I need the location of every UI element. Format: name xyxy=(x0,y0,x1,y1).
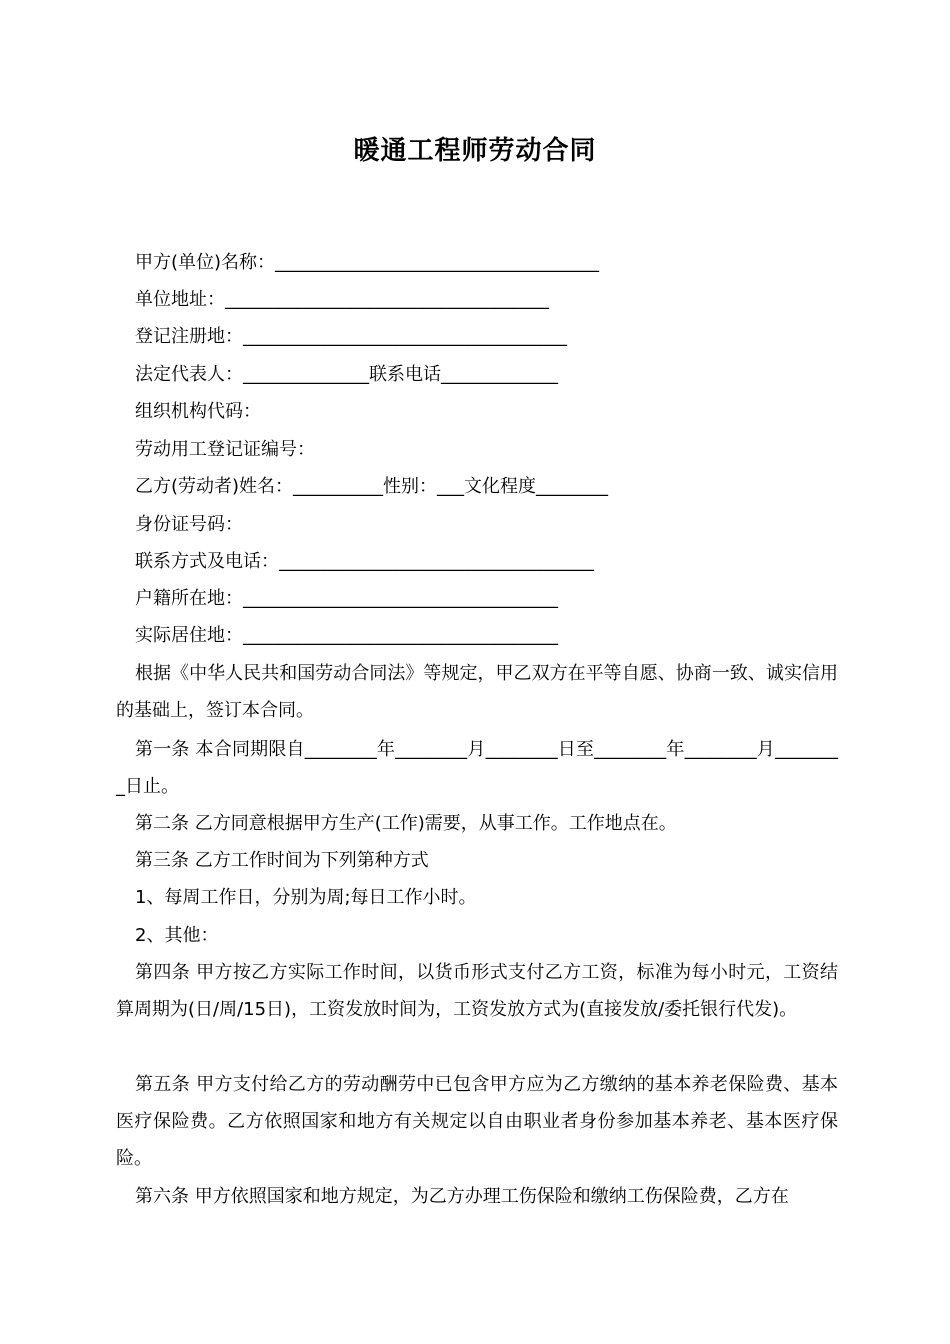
field-registration-place: 登记注册地：____________________________________ xyxy=(135,326,567,347)
field-employee-name: 乙方(劳动者)姓名：__________性别：___文化程度________ xyxy=(135,476,609,497)
paragraph-article-3: 第三条 乙方工作时间为下列第种方式 xyxy=(135,850,429,871)
paragraph-article-6: 第六条 甲方依照国家和地方规定，为乙方办理工伤保险和缴纳工伤保险费，乙方在 xyxy=(135,1186,789,1207)
paragraph-article-4: 第四条 甲方按乙方实际工作时间，以货币形式支付乙方工资，标准为每小时元，工资结算周期为(日/周/15日)，工资发放时间为，工资发放方式为(直接发放/委托银行代发)。 xyxy=(116,962,838,1020)
field-residence: 实际居住地：___________________________________ xyxy=(135,625,558,646)
field-id-number: 身份证号码： xyxy=(135,514,243,535)
paragraph-article-3-option-1: 1、每周工作日，分别为周;每日工作小时。 xyxy=(135,887,477,908)
paragraph-article-1: 第一条 本合同期限自________年________月________日至________年________月________日止。 xyxy=(116,739,838,797)
paragraph-preamble: 根据《中华人民共和国劳动合同法》等规定，甲乙双方在平等自愿、协商一致、诚实信用的基础上，签订本合同。 xyxy=(116,663,838,721)
field-organization-code: 组织机构代码： xyxy=(135,401,261,422)
paragraph-article-3-option-2: 2、其他： xyxy=(135,925,219,946)
field-employer-name: 甲方(单位)名称：____________________________________ xyxy=(135,252,600,273)
paragraph-article-2: 第二条 乙方同意根据甲方生产(工作)需要，从事工作。工作地点在。 xyxy=(135,813,677,834)
field-household-registration: 户籍所在地：___________________________________ xyxy=(135,588,558,609)
field-employer-address: 单位地址：____________________________________ xyxy=(135,289,549,310)
paragraph-article-5: 第五条 甲方支付给乙方的劳动酬劳中已包含甲方应为乙方缴纳的基本养老保险费、基本医疗保险费。乙方依照国家和地方有关规定以自由职业者身份参加基本养老、基本医疗保险。 xyxy=(116,1074,838,1169)
document-title: 暖通工程师劳动合同 xyxy=(353,136,597,166)
field-legal-representative: 法定代表人：______________联系电话_____________ xyxy=(135,364,558,385)
field-labor-registration-number: 劳动用工登记证编号： xyxy=(135,439,315,460)
field-contact-phone: 联系方式及电话：___________________________________ xyxy=(135,551,594,572)
